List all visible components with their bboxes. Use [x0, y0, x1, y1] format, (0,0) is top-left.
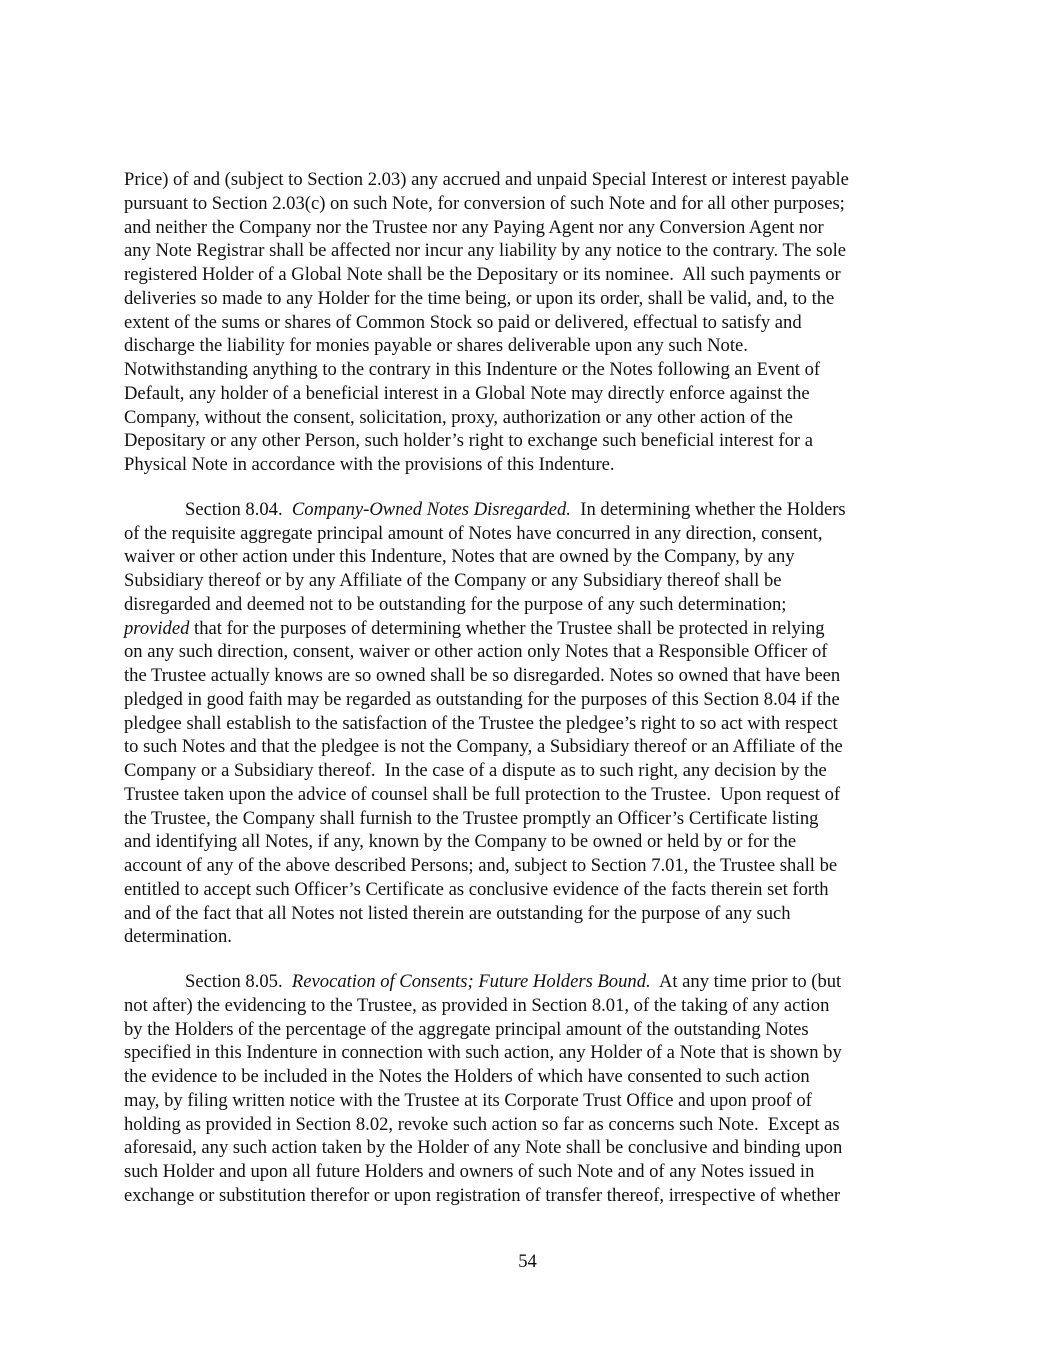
text-line: Notwithstanding anything to the contrary in this Indenture or the Notes following an Event of — [124, 359, 821, 380]
text-line: Depositary or any other Person, such holder’s right to exchange such beneficial interest for a — [124, 430, 813, 452]
text-line: and identifying all Notes, if any, known by the Company to be owned or held by or for the — [124, 831, 797, 853]
text-line: waiver or other action under this Indenture, Notes that are owned by the Company, by any — [124, 546, 795, 568]
provided-term: provided — [124, 617, 190, 639]
section-text: that for the purposes of determining whether the Trustee shall be protected in relying — [189, 617, 825, 639]
text-line: disregarded and deemed not to be outstanding for the purpose of any such determination; — [124, 593, 787, 615]
text-line: determination. — [124, 926, 232, 948]
text-line: the Trustee, the Company shall furnish to the Trustee promptly an Officer’s Certificate listing — [124, 807, 819, 829]
section-title: Revocation of Consents; Future Holders Bound. — [291, 971, 651, 992]
text-line: extent of the sums or shares of Common Stock so paid or delivered, effectual to satisfy and — [124, 311, 802, 333]
text-line: Price) of and (subject to Section 2.03) any accrued and unpaid Special Interest or interest payable — [124, 169, 849, 190]
text-line: registered Holder of a Global Note shall be the Depositary or its nominee. All such payments or — [124, 264, 841, 285]
text-line: on any such direction, consent, waiver or other action only Notes that a Responsible Officer of — [124, 641, 828, 663]
text-line: Physical Note in accordance with the provisions of this Indenture. — [124, 454, 615, 475]
section-8-04 — [124, 498, 936, 949]
text-line: specified in this Indenture in connection with such action, any Holder of a Note that is shown by — [124, 1042, 842, 1064]
text-line: Subsidiary thereof or by any Affiliate of the Company or any Subsidiary thereof shall be — [124, 570, 782, 591]
text-line: exchange or substitution therefor or upon registration of transfer thereof, irrespective of whether — [124, 1184, 841, 1206]
text-line: holding as provided in Section 8.02, revoke such action so far as concerns such Note. Except as — [124, 1113, 840, 1135]
text-line: account of any of the above described Persons; and, subject to Section 7.01, the Trustee shall be — [124, 855, 838, 876]
text-line: pledged in good faith may be regarded as outstanding for the purposes of this Section 8.04 if the — [124, 688, 840, 710]
text-line: may, by filing written notice with the Trustee at its Corporate Trust Office and upon proof of — [124, 1089, 812, 1111]
text-line: pursuant to Section 2.03(c) on such Note, for conversion of such Note and for all other purposes; — [124, 192, 845, 214]
text-line: Trustee taken upon the advice of counsel shall be full protection to the Trustee. Upon request of — [124, 783, 841, 805]
text-line: Default, any holder of a beneficial interest in a Global Note may directly enforce against the — [124, 382, 810, 404]
text-line: such Holder and upon all future Holders and owners of such Note and of any Notes issued in — [124, 1161, 815, 1182]
section-text: At any time prior to (but — [658, 971, 842, 992]
section-number: Section 8.05. — [185, 971, 283, 992]
text-line: pledgee shall establish to the satisfaction of the Trustee the pledgee’s right to so act with respect — [124, 712, 838, 734]
text-line: and of the fact that all Notes not listed therein are outstanding for the purpose of any such — [124, 902, 791, 924]
text-line: of the requisite aggregate principal amount of Notes have concurred in any direction, consent, — [124, 522, 823, 544]
page-number: 54 — [518, 1251, 537, 1272]
section-text: In determining whether the Holders — [580, 498, 846, 520]
text-line: by the Holders of the percentage of the aggregate principal amount of the outstanding Notes — [124, 1018, 809, 1040]
text-line: discharge the liability for monies payable or shares deliverable upon any such Note. — [124, 335, 748, 357]
paragraph-continuation — [124, 168, 936, 477]
section-8-05 — [124, 970, 936, 1208]
section-heading-line — [124, 498, 936, 522]
text-line: deliveries so made to any Holder for the time being, or upon its order, shall be valid, and, to the — [124, 287, 835, 309]
text-line: not after) the evidencing to the Trustee, as provided in Section 8.01, of the taking of any action — [124, 994, 830, 1016]
text-line — [124, 617, 936, 641]
text-line: and neither the Company nor the Trustee nor any Paying Agent nor any Conversion Agent nor — [124, 216, 824, 238]
text-line: entitled to accept such Officer’s Certificate as conclusive evidence of the facts therein set forth — [124, 878, 829, 900]
document-page — [124, 168, 936, 1208]
text-line: aforesaid, any such action taken by the Holder of any Note shall be conclusive and binding upon — [124, 1137, 843, 1159]
text-line: the evidence to be included in the Notes the Holders of which have consented to such action — [124, 1066, 810, 1087]
section-number: Section 8.04. — [185, 498, 283, 520]
section-title: Company-Owned Notes Disregarded. — [291, 498, 571, 520]
section-heading-line — [124, 970, 936, 994]
text-line: Company or a Subsidiary thereof. In the case of a dispute as to such right, any decision by the — [124, 760, 827, 781]
text-line: Company, without the consent, solicitation, proxy, authorization or any other action of the — [124, 406, 793, 428]
text-line: the Trustee actually knows are so owned shall be so disregarded. Notes so owned that have been — [124, 665, 841, 686]
text-line: to such Notes and that the pledgee is not the Company, a Subsidiary thereof or an Affiliate of the — [124, 736, 843, 758]
text-line: any Note Registrar shall be affected nor incur any liability by any notice to the contrary. The sole — [124, 240, 846, 262]
